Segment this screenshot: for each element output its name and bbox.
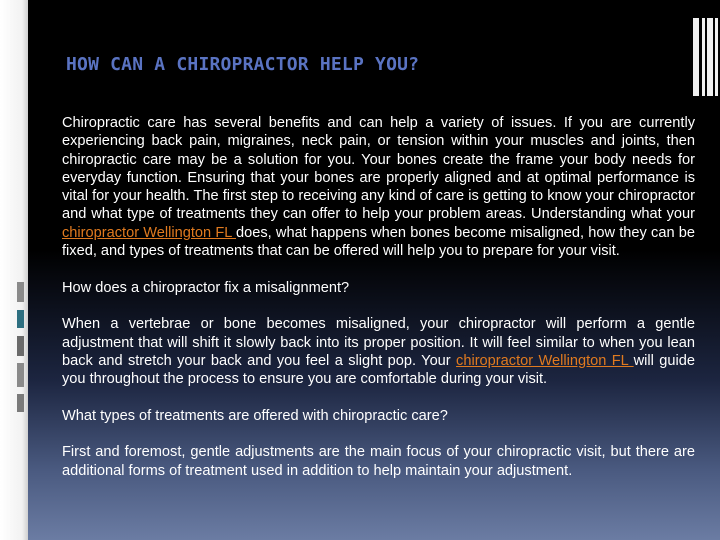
decorative-bars-icon — [693, 0, 720, 540]
intro-paragraph — [62, 114, 695, 260]
answer-text-b: will guide you throughout the process to ensure you are comfortable during your visit. — [62, 352, 695, 388]
bar — [702, 18, 705, 96]
intro-text-a: Chiropractic care has several benefits and can help a variety of issues. If you are currently experiencing back pain, migraines, neck pain, or tension within your muscles and joints, then chiropractic care may be a solution for you. Your bones create the frame your body needs for everyday function. Ensuring that your bones are properly aligned and at optimal performance is vital for your health. The first step to receiving any kind of care is getting to know your chiropractor and what type of treatments they can offer to help your problem areas. Understanding what your — [62, 115, 695, 223]
bar — [707, 18, 713, 96]
answer-text-a: When a vertebrae or bone becomes misaligned, your chiropractor will perform a gentle adjustment that will shift it slowly back into its proper position. It will feel similar to when you lean back and stretch your back and you feel a slight pop. Your — [62, 316, 695, 369]
strip-mark — [17, 310, 24, 328]
bar — [715, 18, 718, 96]
strip-mark — [17, 282, 24, 302]
chiropractor-link[interactable]: chiropractor Wellington FL — [456, 352, 634, 369]
question-heading: What types of treatments are offered with chiropractic care? — [62, 407, 448, 424]
question-heading: How does a chiropractor fix a misalignment? — [62, 279, 350, 296]
bar — [693, 18, 699, 96]
slide-body — [62, 114, 695, 480]
intro-text-b: does, what happens when bones become misaligned, how they can be fixed, and types of treatments that can be offered will help you to prepare for your visit. — [62, 224, 695, 260]
slide-title: HOW CAN A CHIROPRACTOR HELP YOU? — [66, 54, 420, 75]
strip-mark — [17, 394, 24, 412]
chiropractor-link[interactable]: chiropractor Wellington FL — [62, 224, 237, 241]
strip-mark — [17, 363, 24, 387]
strip-mark — [17, 336, 24, 356]
answer-paragraph: First and foremost, gentle adjustments are the main focus of your chiropractic visit, but there are additional forms of treatment used in addition to help maintain your adjustment. — [62, 444, 695, 479]
left-decorative-strip — [0, 0, 28, 540]
answer-paragraph — [62, 315, 695, 388]
